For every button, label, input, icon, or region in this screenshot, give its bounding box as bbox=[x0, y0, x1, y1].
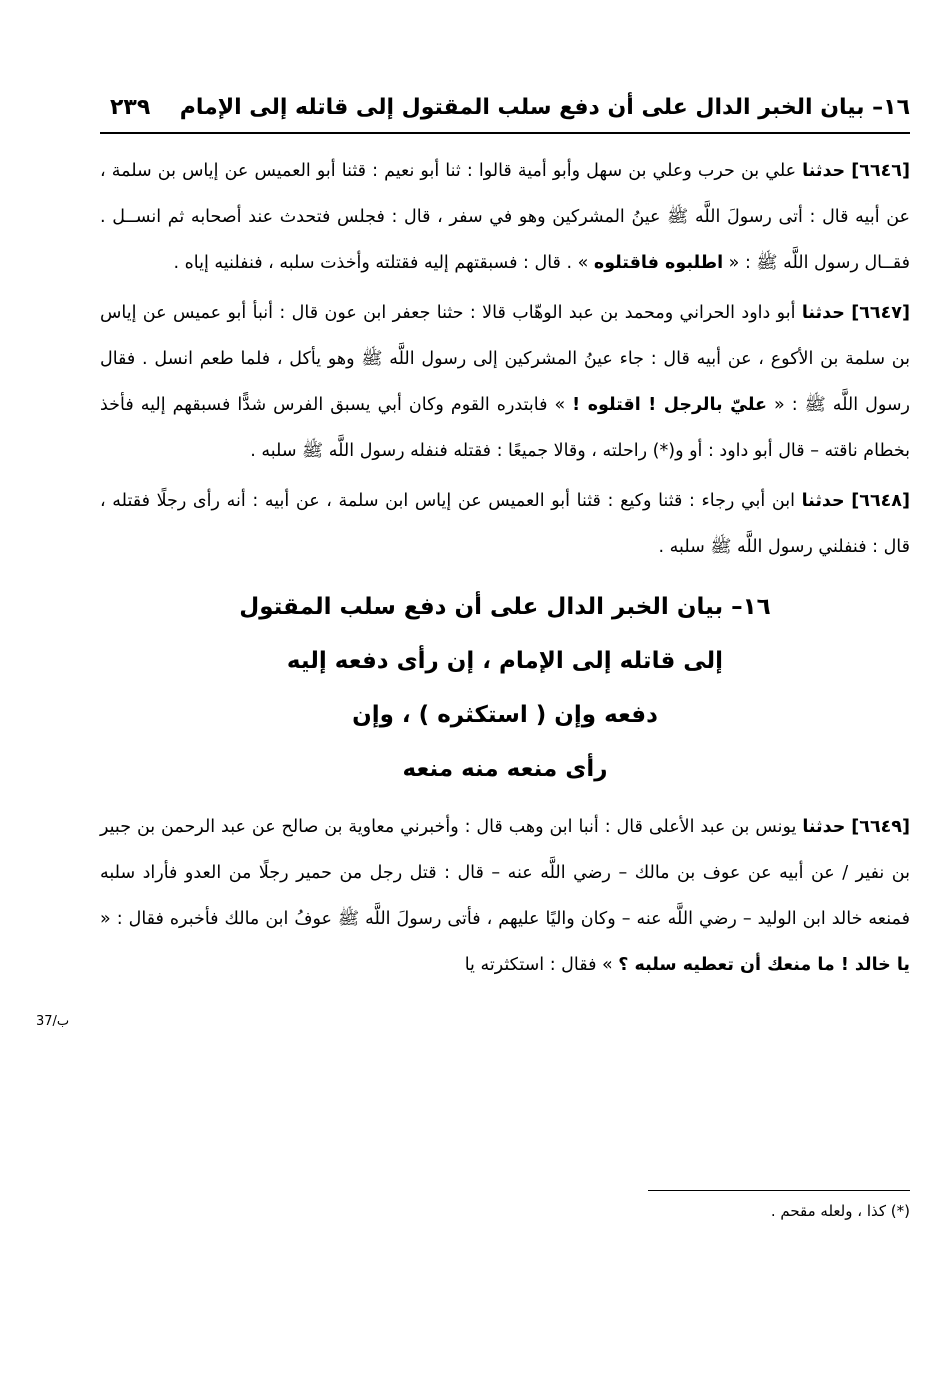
hadith-text: » . قال : فسبقتهم إليه فقتلته وأخذت سلبه ، فنفلنيه إياه . bbox=[173, 253, 594, 273]
hadith-keyword: حدثنا bbox=[801, 491, 845, 511]
chapter-heading bbox=[100, 580, 910, 796]
prophet-quote: يا خالد ! ما منعك أن تعطيه سلبه ؟ bbox=[618, 955, 910, 975]
page-header bbox=[100, 84, 910, 130]
running-head: ١٦– بيان الخبر الدال على أن دفع سلب المقتول إلى قاتله إلى الإمام bbox=[179, 94, 910, 120]
chapter-heading-line: دفعه وإن ( استكثره ) ، وإن bbox=[352, 702, 658, 728]
prophet-quote: عليّ بالرجل ! اقتلوه ! bbox=[572, 395, 767, 415]
chapter-heading-line: رأى منعه منه منعه bbox=[402, 756, 608, 782]
footnote: (*) كذا ، ولعله مقحم . bbox=[770, 1202, 910, 1220]
hadith-keyword: حدثنا bbox=[801, 303, 845, 323]
chapter-heading-line: إلى قاتله إلى الإمام ، إن رأى دفعه إليه bbox=[286, 648, 724, 674]
hadith-paragraph bbox=[100, 804, 910, 988]
hadith-keyword: حدثنا bbox=[802, 817, 846, 837]
footnote-rule bbox=[648, 1190, 910, 1191]
hadith-paragraph bbox=[100, 478, 910, 570]
hadith-text: علي بن حرب وعلي بن سهل وأبو أمية قالوا : ثنا أبو نعيم : قثنا أبو العميس عن إياس بن سلمة ، عن أبيه قال : أتى رسولَ اللَّه ﷺ عينُ المشركين وهو في سفر ، قال : فجلس فتحدث عند أصحابه ثم انســل . فقــال رسول اللَّه ﷺ : « bbox=[100, 161, 910, 273]
hadith-text: » فقال : استكثرته يا bbox=[464, 955, 619, 975]
hadith-text: ابن أبي رجاء : قثنا وكيع : قثنا أبو العميس عن إياس ابن سلمة ، عن أبيه : أنه رأى رجلًا فقتله ، قال : فنفلني رسول اللَّه ﷺ سلبه . bbox=[100, 491, 910, 557]
hadith-paragraph bbox=[100, 148, 910, 286]
header-rule bbox=[100, 132, 910, 134]
manuscript-folio-note: 37/ب bbox=[36, 1014, 70, 1029]
prophet-quote: اطلبوه فاقتلوه bbox=[593, 253, 724, 273]
hadith-number: [٦٦٤٧] bbox=[851, 303, 910, 323]
hadith-paragraph bbox=[100, 290, 910, 474]
hadith-number: [٦٦٤٩] bbox=[851, 817, 910, 837]
hadith-number: [٦٦٤٨] bbox=[851, 491, 910, 511]
hadith-text: » فابتدره القوم وكان أبي يسبق الفرس شدًّا فسبقهم إليه فأخذ بخطام ناقته – قال أبو داود : أو و(*) راحلته ، وقالا جميعًا : فقتله فنفله رسول اللَّه ﷺ سلبه . bbox=[100, 395, 910, 461]
main-text bbox=[100, 148, 910, 988]
chapter-heading-line: ١٦– بيان الخبر الدال على أن دفع سلب المقتول bbox=[239, 594, 771, 620]
page-number: ٢٣٩ bbox=[110, 94, 151, 120]
hadith-keyword: حدثنا bbox=[802, 161, 846, 181]
hadith-text: أبو داود الحراني ومحمد بن عبد الوهّاب قالا : حثنا جعفر ابن عون قال : أنبأ أبو عميس عن إياس بن سلمة بن الأكوع ، عن أبيه قال : جاء عينُ المشركين إلى رسول اللَّه ﷺ وهو يأكل ، فلما طعم انسل . فقال رسول اللَّه ﷺ : « bbox=[100, 303, 910, 415]
hadith-text: يونس بن عبد الأعلى قال : أنبا ابن وهب قال : وأخبرني معاوية بن صالح عن عبد الرحمن بن جبير بن نفير / عن أبيه عن عوف بن مالك – رضي اللَّه عنه – قال : قتل رجل من حمير رجلًا من العدو فأراد سلبه فمنعه خالد ابن الوليد – رضي اللَّه عنه – وكان واليًا عليهم ، فأتى رسولَ اللَّه ﷺ عوفُ ابن مالك فأخبره فقال : « bbox=[100, 817, 910, 929]
hadith-number: [٦٦٤٦] bbox=[851, 161, 910, 181]
